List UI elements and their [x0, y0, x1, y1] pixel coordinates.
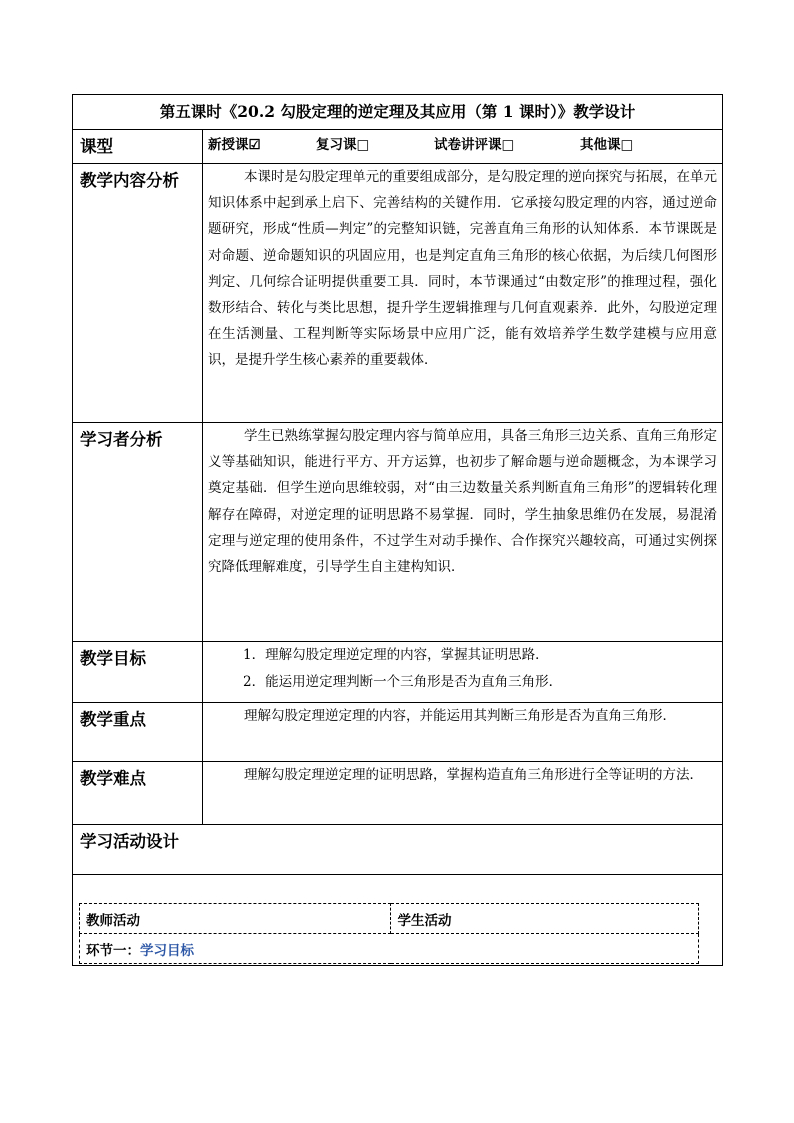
lesson-plan-table: [72, 94, 723, 966]
objectives-label: 教学目标: [73, 642, 203, 703]
lesson-type-label: 课型: [73, 130, 203, 164]
difficulties-text: 理解勾股定理逆定理的证明思路，掌握构造直角三角形进行全等证明的方法．: [244, 767, 703, 783]
learner-analysis-text: 学生已熟练掌握勾股定理内容与简单应用，具备三角形三边关系、直角三角形定义等基础知识，能进行平方、开方运算，也初步了解命题与逆命题概念，为本课学习奠定基础．但学生逆向思维较弱，对“由三边数量关系判断直角三角形”的逻辑转化理解存在障碍，对逆定理的证明思路不易掌握．同时，学生抽象思维仍在发展，易混淆定理与逆定理的使用条件，不过学生对动手操作、合作探究兴趣较高，可通过实例探究降低理解难度，引导学生自主建构知识．: [208, 428, 718, 576]
key-points-text: 理解勾股定理逆定理的内容，并能运用其判断三角形是否为直角三角形．: [244, 708, 676, 724]
difficulties-cell: [203, 762, 723, 825]
objective-item: 2．能运用逆定理判断一个三角形是否为直角三角形．: [243, 674, 563, 690]
option-exam-review-lesson: 试卷讲评课□: [434, 137, 515, 153]
lesson-plan-page: [72, 94, 722, 966]
stage-prefix: 环节一：: [86, 942, 140, 959]
objective-item: 1．理解勾股定理逆定理的内容，掌握其证明思路．: [243, 647, 549, 663]
content-analysis-cell: [203, 164, 723, 423]
student-activity-header: 学生活动: [391, 904, 699, 934]
learner-analysis-label: 学习者分析: [73, 423, 203, 642]
option-review-lesson: 复习课□: [316, 137, 370, 153]
stage-title: 学习目标: [140, 942, 194, 959]
option-other-lesson: 其他课□: [580, 137, 634, 153]
teacher-activity-header: 教师活动: [80, 904, 391, 934]
key-points-cell: [203, 703, 723, 762]
content-analysis-text: 本课时是勾股定理单元的重要组成部分，是勾股定理的逆向探究与拓展，在单元知识体系中起到承上启下、完善结构的关键作用．它承接勾股定理的内容，通过逆命题研究，形成“性质—判定”的完整知识链，完善直角三角形的认知体系．本节课既是对命题、逆命题知识的巩固应用，也是判定直角三角形的核心依据，为后续几何图形判定、几何综合证明提供重要工具．同时，本节课通过“由数定形”的推理过程，强化数形结合、转化与类比思想，提升学生逻辑推理与几何直观素养．此外，勾股逆定理在生活测量、工程判断等实际场景中应用广泛，能有效培养学生数学建模与应用意识，是提升学生核心素养的重要载体．: [208, 169, 718, 369]
key-points-label: 教学重点: [73, 703, 203, 762]
learner-analysis-cell: [203, 423, 723, 642]
lesson-type-options: [203, 130, 723, 164]
option-new-lesson: 新授课☑: [208, 137, 261, 153]
objectives-cell: [203, 642, 723, 703]
activity-table: [79, 903, 699, 964]
stage-one-row: [80, 934, 699, 964]
difficulties-label: 教学难点: [73, 762, 203, 825]
page-title: 第五课时《20.2 勾股定理的逆定理及其应用（第 1 课时）》教学设计: [73, 95, 723, 130]
activity-design-cell: [73, 875, 723, 966]
content-analysis-label: 教学内容分析: [73, 164, 203, 423]
activity-design-label: 学习活动设计: [73, 825, 723, 875]
